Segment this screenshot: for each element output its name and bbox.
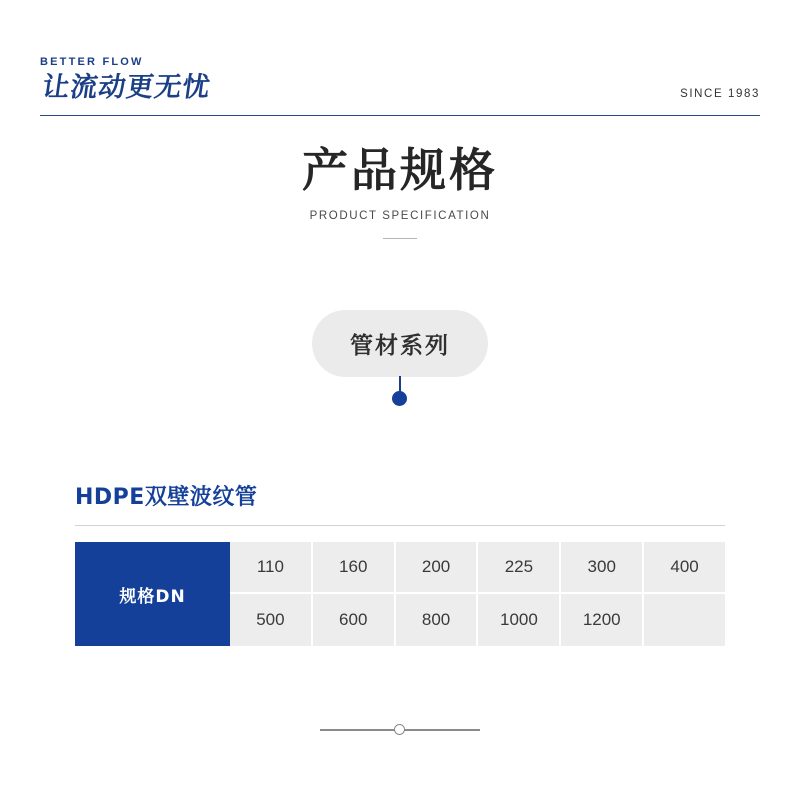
page-subtitle: PRODUCT SPECIFICATION xyxy=(309,210,491,222)
spec-cell: 800 xyxy=(396,594,479,646)
node-dot-icon xyxy=(392,391,407,406)
spec-cell: 1200 xyxy=(561,594,644,646)
spec-cell: 200 xyxy=(396,542,479,594)
category-pill[interactable]: 管材系列 xyxy=(312,310,488,377)
spec-table xyxy=(75,542,725,646)
section-title: HDPE双壁波纹管 xyxy=(75,485,258,510)
spec-cell: 600 xyxy=(313,594,396,646)
page-header xyxy=(40,55,760,115)
header-divider xyxy=(40,115,760,116)
page-title: 产品规格 xyxy=(302,143,498,197)
spec-cell-empty xyxy=(644,594,725,646)
spec-row-label: 规格DN xyxy=(75,542,230,646)
product-section xyxy=(75,480,725,526)
spec-cell: 400 xyxy=(644,542,725,594)
brand-logo xyxy=(40,55,213,105)
title-divider xyxy=(383,238,417,239)
page-slider[interactable] xyxy=(320,723,480,737)
table-row xyxy=(230,594,725,646)
spec-cell: 110 xyxy=(230,542,313,594)
since-label: SINCE 1983 xyxy=(680,88,760,100)
spec-cell: 300 xyxy=(561,542,644,594)
slider-knob[interactable] xyxy=(394,724,405,735)
table-row xyxy=(230,542,725,594)
brand-slogan-en: BETTER FLOW xyxy=(40,56,144,68)
category-pill-wrap xyxy=(0,310,800,377)
spec-cell: 160 xyxy=(313,542,396,594)
page-title-block xyxy=(0,142,800,239)
section-divider xyxy=(75,525,725,526)
spec-cell: 500 xyxy=(230,594,313,646)
spec-cell: 225 xyxy=(478,542,561,594)
brand-slogan-cn: 让流动更无忧 xyxy=(40,72,213,103)
spec-cell: 1000 xyxy=(478,594,561,646)
spec-grid xyxy=(230,542,725,646)
